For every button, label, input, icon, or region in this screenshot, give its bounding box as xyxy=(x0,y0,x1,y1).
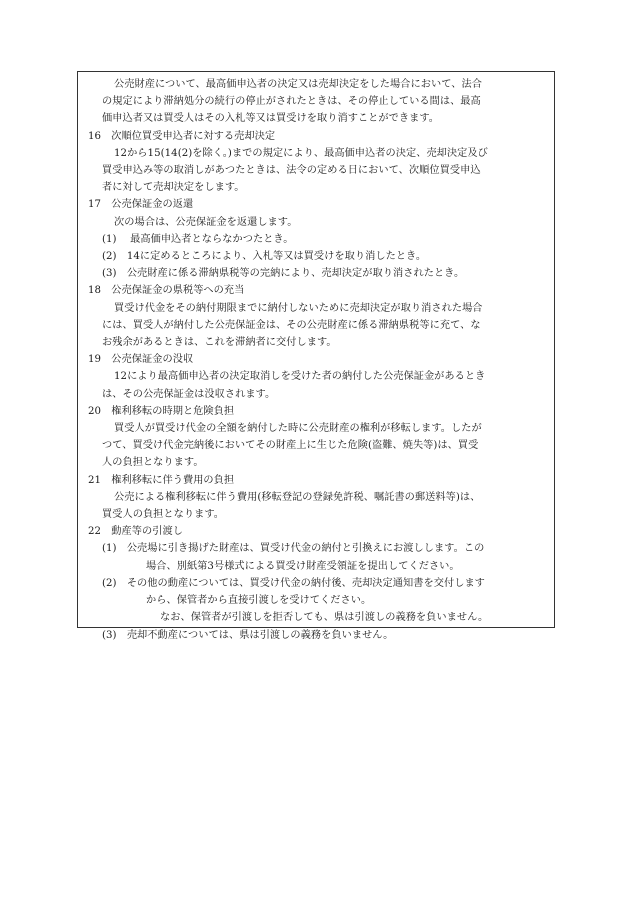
document-line: (1) 最高価申込者とならなかつたとき。 xyxy=(102,233,294,245)
document-line: つて、買受け代金完納後においてその財産上に生じた危険(盗難、焼失等)は、買受 xyxy=(102,440,479,452)
document-frame xyxy=(77,71,555,641)
document-line: の規定により滞納処分の続行の停止がされたときは、その停止している間は、最高 xyxy=(102,96,481,108)
document-line: 買受人が買受け代金の全額を納付した時に公売財産の権利が移転します。したが xyxy=(114,423,482,435)
document-line: 12により最高価申込者の決定取消しを受けた者の納付した公売保証金があるとき xyxy=(114,371,486,383)
document-line: 価申込者又は買受人はその入札等又は買受けを取り消すことができます。 xyxy=(102,113,440,125)
document-line: 18 公売保証金の県税等への充当 xyxy=(88,285,245,297)
document-line: (2) その他の動産については、買受け代金の納付後、売却決定通知書を交付します xyxy=(102,577,485,589)
document-line: 次の場合は、公売保証金を返還します。 xyxy=(114,216,298,228)
document-line: お残余があるときは、これを滞納者に交付します。 xyxy=(102,337,337,349)
document-line: 公売財産について、最高価申込者の決定又は売却決定をした場合において、法合 xyxy=(114,79,482,90)
document-line: には、買受人が納付した公売保証金は、その公売財産に係る滞納県税等に充て、な xyxy=(102,319,481,331)
document-line: 者に対して売却決定をします。 xyxy=(102,182,245,194)
document-line: 公売による権利移転に伴う費用(移転登記の登録免許税、嘱託書の郵送料等)は、 xyxy=(114,491,481,503)
document-line: 16 次順位買受申込者に対する売却決定 xyxy=(88,130,276,142)
document-line: 21 権利移転に伴う費用の負担 xyxy=(88,474,235,486)
document-line: は、その公売保証金は没収されます。 xyxy=(102,388,276,400)
document-body xyxy=(88,76,548,644)
document-line: (3) 売却不動産については、県は引渡しの義務を負いません。 xyxy=(102,629,394,641)
document-line: 人の負担となります。 xyxy=(102,457,204,469)
document-line: 買受け代金をその納付期限までに納付しないために売却決定が取り消された場合 xyxy=(114,302,483,314)
document-line: 場合、別紙第3号様式による買受け財産受領証を提出してください。 xyxy=(146,560,460,572)
document-line: 買受申込み等の取消しがあつたときは、法令の定める日において、次順位買受申込 xyxy=(102,165,481,177)
document-line: 12から15(14(2)を除く。)までの規定により、最高価申込者の決定、売却決定及び xyxy=(114,147,488,159)
document-line: なお、保管者が引渡しを拒否しても、県は引渡しの義務を負いません。 xyxy=(160,612,489,624)
document-line: (1) 公売場に引き揚げた財産は、買受け代金の納付と引換えにお渡しします。この xyxy=(102,543,485,555)
document-line: 買受人の負担となります。 xyxy=(102,509,225,521)
document-line: (3) 公売財産に係る滞納県税等の完納により、売却決定が取り消されたとき。 xyxy=(102,268,465,280)
document-line: (2) 14に定めるところにより、入札等又は買受けを取り消したとき。 xyxy=(102,251,427,263)
document-line: 20 権利移転の時期と危険負担 xyxy=(88,405,235,417)
document-line: から、保管者から直接引渡しを受けてください。 xyxy=(146,595,372,607)
document-line: 22 動産等の引渡し xyxy=(88,526,183,538)
document-line: 19 公売保証金の没収 xyxy=(88,354,194,366)
document-line: 17 公売保証金の返還 xyxy=(88,199,194,211)
